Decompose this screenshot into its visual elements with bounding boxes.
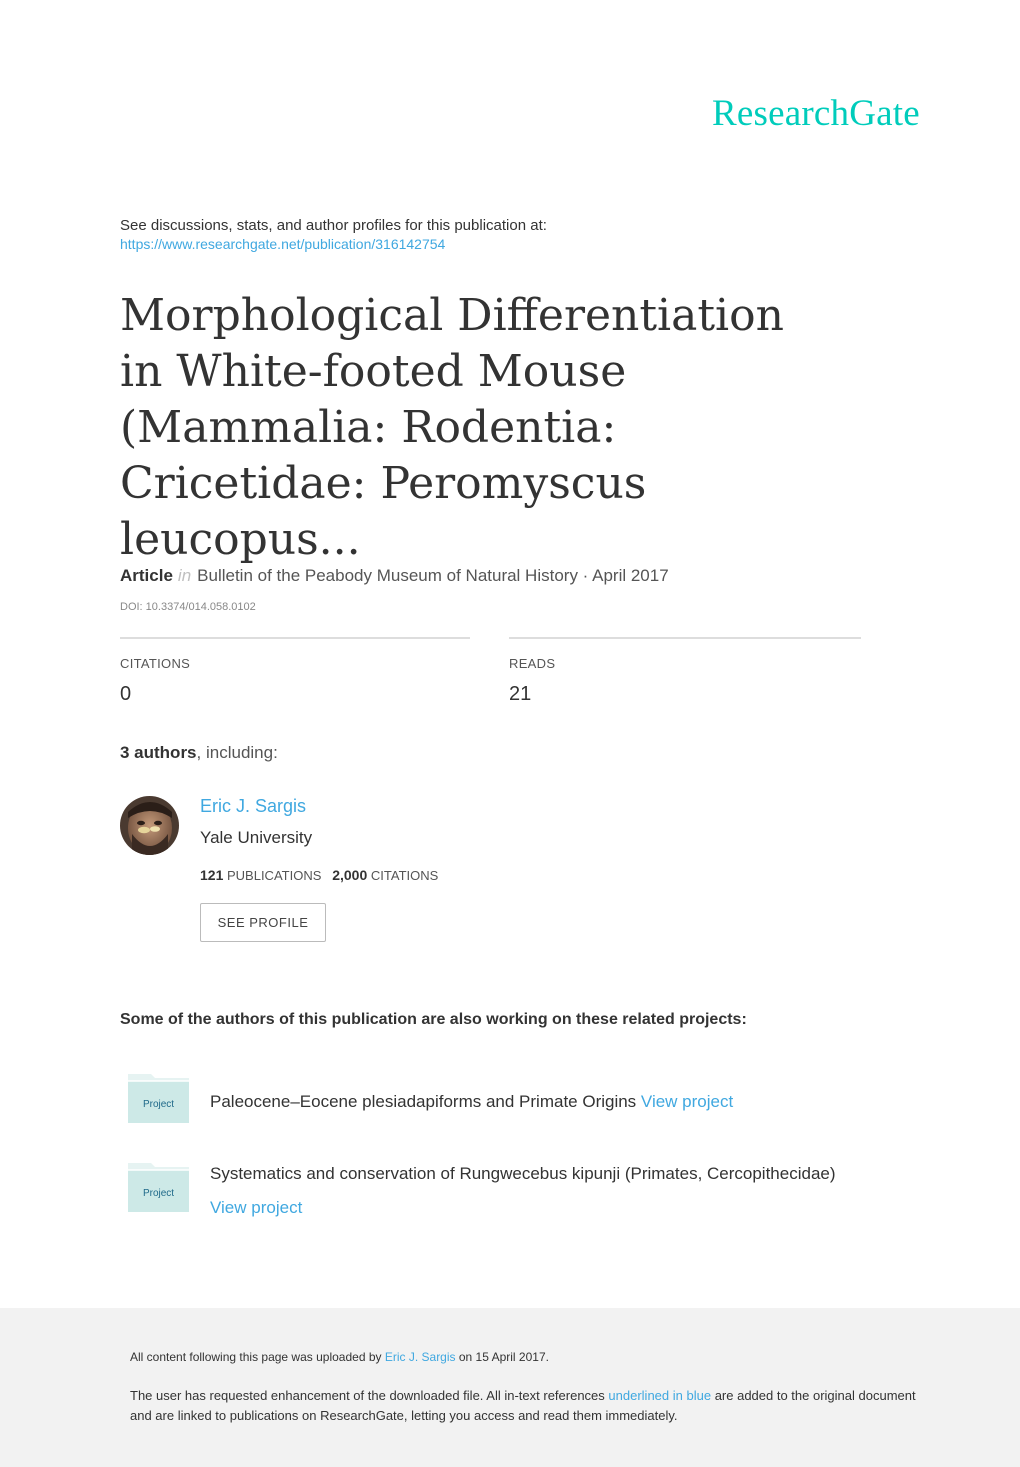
author-publications-label: PUBLICATIONS (226, 868, 322, 883)
upload-info (130, 1350, 549, 1364)
project-item (210, 1092, 733, 1112)
publication-url-link[interactable]: https://www.researchgate.net/publication/316142754 (120, 236, 446, 252)
reads-label: READS (509, 656, 556, 671)
citations-divider (120, 637, 470, 639)
upload-prefix: All content following this page was uploaded by (130, 1350, 382, 1364)
author-publications-count: 121 (200, 867, 224, 883)
project-icon-label: Project (142, 1188, 175, 1199)
author-stats (200, 867, 438, 883)
author-citations-count: 2,000 (332, 867, 368, 883)
authors-including: , including: (196, 743, 278, 762)
researchgate-logo[interactable]: ResearchGate (712, 93, 920, 134)
author-citations-label: CITATIONS (370, 868, 439, 883)
publication-title: Morphological Differentiation in White-footed Mouse (Mammalia: Rodentia: Cricetidae: Peromyscus leucopus... (120, 290, 784, 565)
publication-type: Article (120, 566, 173, 585)
project-folder-icon (127, 1161, 190, 1213)
publication-meta (120, 566, 669, 586)
in-word: in (177, 566, 192, 585)
enhancement-suffix: are added to the original document (714, 1388, 916, 1403)
upload-suffix: on 15 April 2017. (458, 1350, 549, 1364)
reads-divider (509, 637, 861, 639)
author-avatar[interactable] (120, 796, 179, 855)
doi-text: DOI: 10.3374/014.058.0102 (120, 601, 256, 613)
view-project-link[interactable]: View project (640, 1092, 734, 1111)
authors-count-bold: 3 authors (120, 743, 197, 762)
enhancement-prefix: The user has requested enhancement of the downloaded file. All in-text references (130, 1388, 605, 1403)
author-name-link[interactable]: Eric J. Sargis (200, 796, 307, 816)
citations-label: CITATIONS (120, 656, 191, 671)
underlined-blue-text: underlined in blue (608, 1388, 712, 1403)
view-project-link[interactable]: View project (210, 1198, 303, 1217)
project-folder-icon (127, 1072, 190, 1124)
authors-count (120, 743, 278, 763)
avatar-image (120, 796, 179, 855)
project-icon-label: Project (142, 1099, 175, 1110)
uploader-link[interactable]: Eric J. Sargis (384, 1350, 456, 1364)
project-title: Paleocene–Eocene plesiadapiforms and Primate Origins (210, 1092, 637, 1111)
citations-value: 0 (120, 683, 132, 705)
project-item-title: Systematics and conservation of Rungwecebus kipunji (Primates, Cercopithecidae) (210, 1164, 836, 1183)
enhancement-notice-continued: and are linked to publications on ResearchGate, letting you access and read them immediately. (130, 1408, 678, 1423)
related-projects-heading: Some of the authors of this publication are also working on these related projects: (120, 1011, 747, 1028)
author-institution: Yale University (200, 828, 313, 847)
see-profile-button[interactable]: SEE PROFILE (200, 903, 326, 942)
discussion-info-text: See discussions, stats, and author profiles for this publication at: (120, 217, 547, 234)
journal-date: Bulletin of the Peabody Museum of Natural History · April 2017 (197, 566, 669, 585)
enhancement-notice (130, 1388, 916, 1403)
reads-value: 21 (509, 683, 532, 705)
